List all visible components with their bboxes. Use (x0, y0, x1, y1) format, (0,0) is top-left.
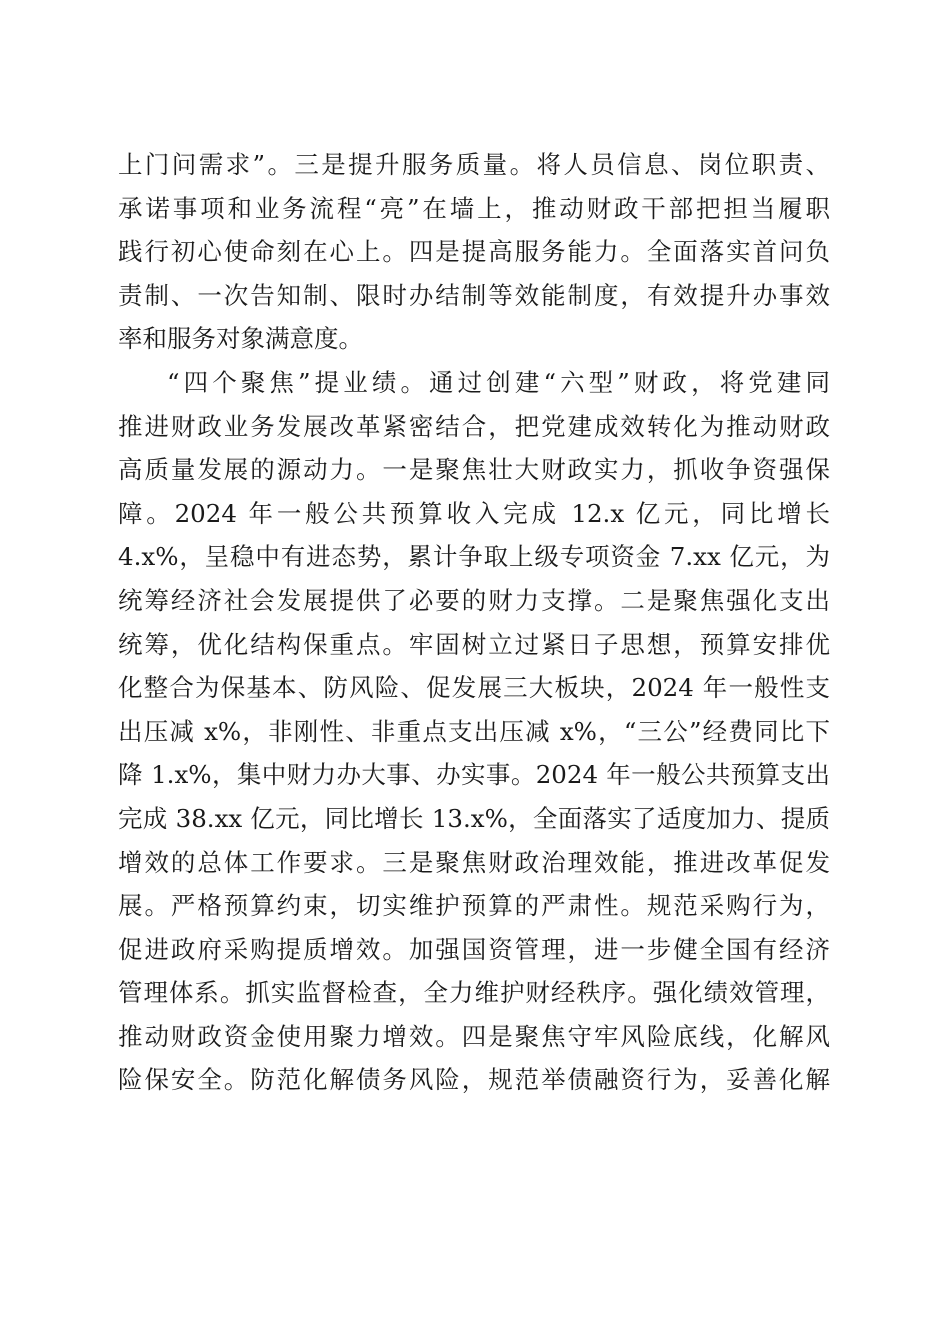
paragraph-2-line-14: 促进政府采购提质增效。加强国资管理，进一步健全国有经济 (118, 934, 830, 964)
paragraph-2-line-16: 推动财政资金使用聚力增效。四是聚焦守牢风险底线，化解风 (118, 1021, 830, 1051)
paragraph-2-line-13: 展。严格预算约束，切实维护预算的严肃性。规范采购行为， (118, 891, 830, 921)
paragraph-1-line-2: 承诺事项和业务流程“亮”在墙上，推动财政干部把担当履职 (118, 193, 830, 223)
paragraph-2-line-2: 推进财政业务发展改革紧密结合，把党建成效转化为推动财政 (118, 411, 830, 441)
paragraph-2-line-8: 化整合为保基本、防风险、促发展三大板块，2024 年一般性支 (118, 673, 830, 703)
paragraph-2-line-17: 险保安全。防范化解债务风险，规范举债融资行为，妥善化解 (118, 1065, 830, 1095)
paragraph-2-line-7: 统筹，优化结构保重点。牢固树立过紧日子思想，预算安排优 (118, 629, 830, 659)
paragraph-2-line-1: “四个聚焦”提业绩。通过创建“六型”财政，将党建同 (167, 367, 830, 397)
paragraph-1-line-3: 践行初心使命刻在心上。四是提高服务能力。全面落实首问负 (118, 237, 830, 267)
document-body (118, 143, 830, 1102)
paragraph-2-line-10: 降 1.x%，集中财力办大事、办实事。2024 年一般公共预算支出 (118, 760, 830, 790)
paragraph-1-line-4: 责制、一次告知制、限时办结制等效能制度，有效提升办事效 (118, 280, 830, 310)
paragraph-2-line-9: 出压减 x%，非刚性、非重点支出压减 x%，“三公”经费同比下 (118, 716, 830, 746)
paragraph-2-line-3: 高质量发展的源动力。一是聚焦壮大财政实力，抓收争资强保 (118, 455, 830, 485)
paragraph-2-line-12: 增效的总体工作要求。三是聚焦财政治理效能，推进改革促发 (118, 847, 830, 877)
paragraph-1-line-5: 率和服务对象满意度。 (118, 324, 363, 354)
paragraph-2-line-5: 4.x%，呈稳中有进态势，累计争取上级专项资金 7.xx 亿元，为 (118, 542, 830, 572)
paragraph-2-line-11: 完成 38.xx 亿元，同比增长 13.x%，全面落实了适度加力、提质 (118, 803, 830, 833)
paragraph-2-line-15: 管理体系。抓实监督检查，全力维护财经秩序。强化绩效管理， (118, 978, 830, 1008)
paragraph-2-line-4: 障。2024 年一般公共预算收入完成 12.x 亿元，同比增长 (118, 498, 830, 528)
paragraph-2-line-6: 统筹经济社会发展提供了必要的财力支撑。二是聚焦强化支出 (118, 585, 830, 615)
paragraph-1-line-1: 上门问需求”。三是提升服务质量。将人员信息、岗位职责、 (118, 150, 830, 179)
